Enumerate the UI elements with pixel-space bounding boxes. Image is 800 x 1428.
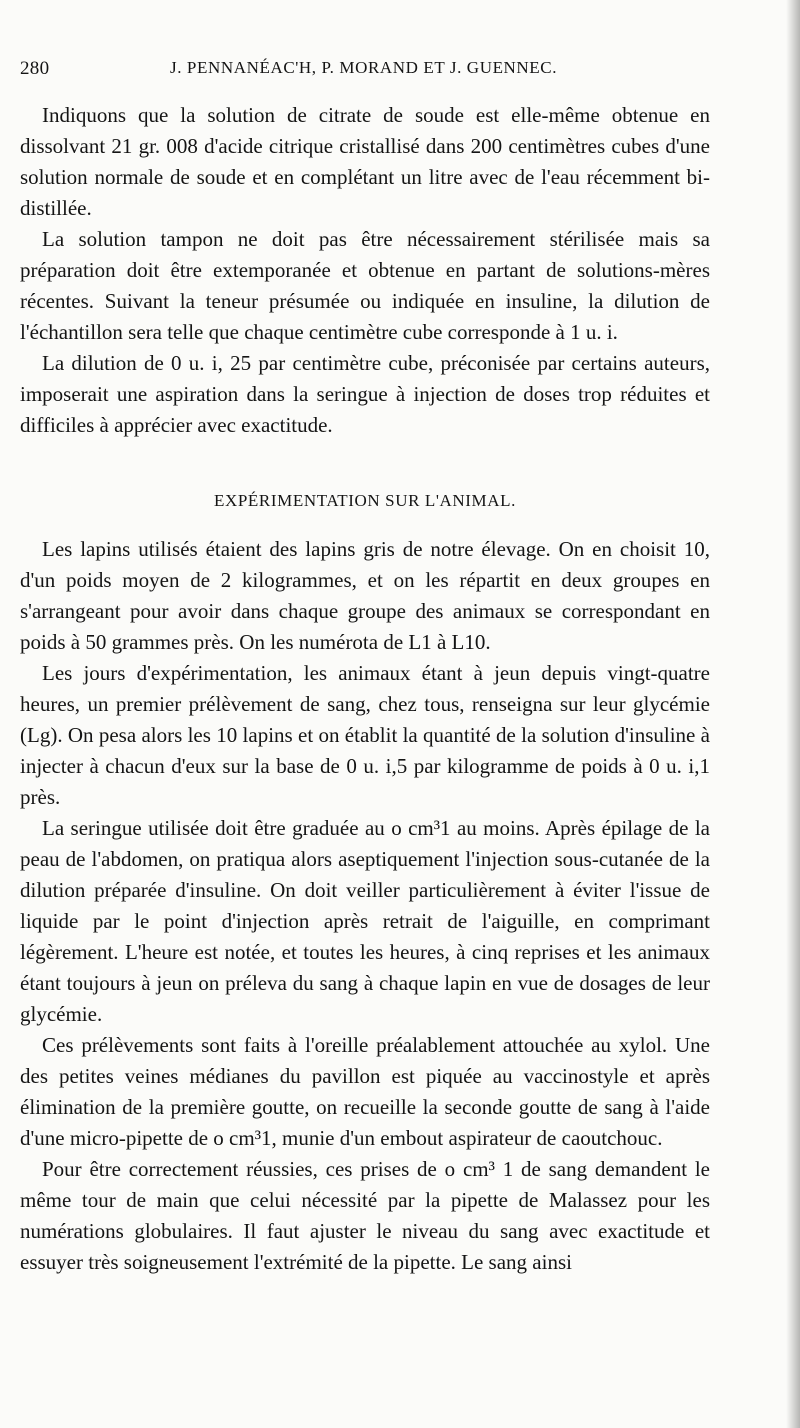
page-number: 280 (20, 58, 50, 79)
paragraph-syringe: La seringue utilisée doit être graduée au o cm³1 au moins. Après épilage de la peau de l'abdomen, on pratiqua alors aseptiquement l'injection sous-cutanée de la dilution préparée d'insuline. On doit veiller particulièrement à éviter l'issue de liquide par le point d'injection après retrait de l'aiguille, en comprimant légèrement. L'heure est notée, et toutes les heures, à cinq reprises et les animaux étant toujours à jeun on préleva du sang à chaque lapin en vue de dosages de leur glycémie. (20, 816, 710, 1026)
paragraph-dilution: La dilution de 0 u. i, 25 par centimètre cube, préconisée par certains auteurs, imposerait une aspiration dans la seringue à injection de doses trop réduites et difficiles à apprécier avec exactitude. (20, 351, 710, 437)
running-head: J. PENNANÉAC'H, P. MORAND ET J. GUENNEC. (170, 58, 558, 77)
page-header (20, 58, 780, 90)
paragraph-citrate-solution: Indiquons que la solution de citrate de soude est elle-même obtenue en dissolvant 21 gr. 008 d'acide citrique cristallisé dans 200 centimètres cubes d'une solution normale de soude et en complétant un litre avec de l'eau récemment bi-distillée. (20, 103, 710, 220)
paragraph-blood-sampling: Ces prélèvements sont faits à l'oreille préalablement attouchée au xylol. Une des petites veines médianes du pavillon est piquée au vaccinostyle et après élimination de la première goutte, on recueille la seconde goutte de sang à l'aide d'une micro-pipette de o cm³1, munie d'un embout aspirateur de caoutchouc. (20, 1033, 710, 1150)
section-heading: EXPÉRIMENTATION SUR L'ANIMAL. (214, 491, 516, 510)
paragraph-rabbits: Les lapins utilisés étaient des lapins gris de notre élevage. On en choisit 10, d'un poids moyen de 2 kilogrammes, et on les répartit en deux groupes en s'arrangeant pour avoir dans chaque groupe des animaux se correspondant en poids à 50 grammes près. On les numérota de L1 à L10. (20, 537, 710, 654)
paragraph-pipette: Pour être correctement réussies, ces prises de o cm³ 1 de sang demandent le même tour de main que celui nécessité par la pipette de Malassez pour les numérations globulaires. Il faut ajuster le niveau du sang avec exactitude et essuyer très soigneusement l'extrémité de la pipette. Le sang ainsi (20, 1157, 710, 1274)
paragraph-buffer-solution: La solution tampon ne doit pas être nécessairement stérilisée mais sa préparation doit être extemporanée et obtenue en partant de solutions-mères récentes. Suivant la teneur présumée ou indiquée en insuline, la dilution de l'échantillon sera telle que chaque centimètre cube corresponde à 1 u. i. (20, 227, 710, 344)
page-edge-shadow (786, 0, 800, 1428)
paragraph-experiment-days: Les jours d'expérimentation, les animaux étant à jeun depuis vingt-quatre heures, un premier prélèvement de sang, chez tous, renseigna sur leur glycémie (Lg). On pesa alors les 10 lapins et on établit la quantité de la solution d'insuline à injecter à chacun d'eux sur la base de 0 u. i,5 par kilogramme de poids à 0 u. i,1 près. (20, 661, 710, 809)
body-text (20, 100, 710, 1278)
